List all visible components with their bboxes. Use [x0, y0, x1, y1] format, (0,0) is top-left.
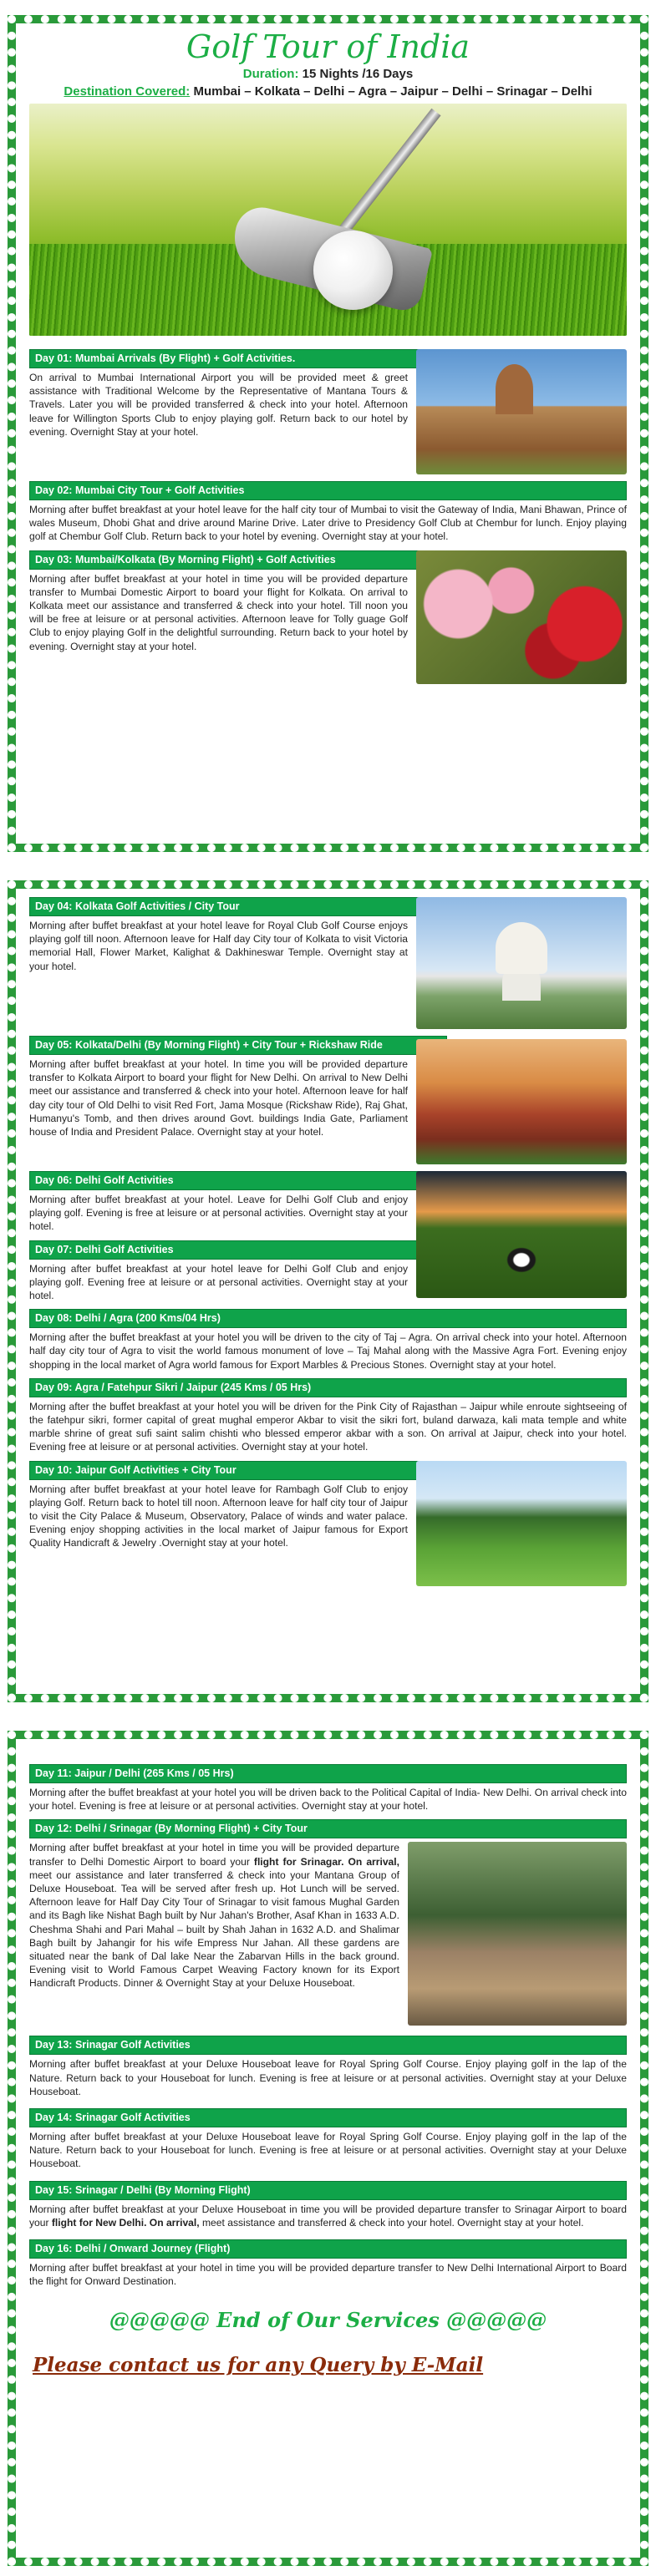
- kashmir-garden-photo: [408, 1842, 627, 2026]
- duration-label: Duration:: [242, 67, 299, 81]
- day-heading: Day 06: Delhi Golf Activities: [29, 1171, 447, 1190]
- day-heading: Day 15: Srinagar / Delhi (By Morning Flight): [29, 2181, 627, 2200]
- day-text: Morning after the buffet breakfast at your hotel you will be driven back to the Political Capital of India- New Delhi. On arrival check into your hotel. Evening is free at leisure or at personal activities. Overnight stay at your hotel.: [29, 1787, 627, 1813]
- day-text: Morning after buffet breakfast at your hotel leave for the half city tour of Mumbai to visit the Gateway of India, Mani Bhawan, Prince of wales Museum, Dhobi Ghat and drive around Marine Drive. Later drive to Presidency Golf Club at Chembur for lunch. Enjoy playing golf at Chembur Golf Club. Return back to your hotel by evening. Overnight stay at your hotel.: [29, 504, 627, 543]
- day-heading: Day 11: Jaipur / Delhi (265 Kms / 05 Hrs): [29, 1764, 627, 1783]
- day-text: On arrival to Mumbai International Airport you will be provided meet & greet assistance with Traditional Welcome by the Representative of Mantana Tours & Travels. Later you will be provided transferred & check into your hotel. Afternoon leave for Willington Sports Club to enjoy playing golf. Return back to our hotel by evening. Overnight Stay at your hotel.: [29, 372, 408, 438]
- day-text: Morning after the buffet breakfast at your hotel you will be driven for the Pink City of Rajasthan – Jaipur while enroute sightseeing of the fatehpur sikri, former capital of great mughal emperor Akbar to visit the sikri fort, buland darwaza, kali mata temple and white marble shrine of great sufi saint salim chishti who blessed emperor akbar with a son. On arrival at Jaipur, check into your hotel. Evening free at leisure or at personal activities. Overnight stay at your hotel.: [29, 1400, 627, 1453]
- destination-label: Destination Covered:: [64, 84, 191, 99]
- day-text: Morning after buffet breakfast at your hotel in time you will be provided departure transfer to New Delhi International Airport to Board the flight for Onward Destination.: [29, 2262, 627, 2288]
- day-heading: Day 08: Delhi / Agra (200 Kms/04 Hrs): [29, 1309, 627, 1328]
- fort-photo: [416, 1039, 627, 1164]
- contact-email-link[interactable]: Please contact us for any Query by E-Mail: [33, 2354, 484, 2377]
- day-heading: Day 09: Agra / Fatehpur Sikri / Jaipur (245 Kms / 05 Hrs): [29, 1378, 627, 1397]
- day-section: [29, 2239, 627, 2288]
- day-section: [29, 481, 627, 544]
- day-section: [29, 1036, 627, 1164]
- day-section: [29, 550, 627, 684]
- day-text: Morning after the buffet breakfast at your hotel you will be driven to the city of Taj – Agra. On arrival check into your hotel. Afternoon half day city tour of Agra to visit the world famous monument of love – Taj Mahal along with the Massive Agra Fort. Evening enjoy shopping in the local market of Agra world famous for Export Marbles & Precious Stones. Overnight stay at your hotel.: [29, 1331, 627, 1371]
- golf-hero-image: [29, 104, 627, 336]
- day-text: Morning after buffet breakfast at your Deluxe Houseboat leave for Royal Spring Golf Course. Enjoy playing golf in the lap of the Nature. Return back to your Houseboat for lunch. Evening is free at leisure or at personal activities. Overnight stay at your Deluxe Houseboat.: [29, 2131, 627, 2170]
- flowers-photo: [416, 550, 627, 684]
- golf-ball-icon: [313, 231, 393, 310]
- day-heading: Day 02: Mumbai City Tour + Golf Activities: [29, 481, 627, 500]
- day-heading: Day 07: Delhi Golf Activities: [29, 1240, 447, 1260]
- mumbai-photo: [416, 349, 627, 474]
- page-1: [8, 15, 648, 852]
- day-text: Morning after buffet breakfast at your hotel leave for Delhi Golf Club and enjoy playing golf. Evening free at leisure or at personal activities. Overnight stay at your hotel.: [29, 1262, 408, 1302]
- day-section: [29, 897, 627, 1029]
- day-heading: Day 10: Jaipur Golf Activities + City Tour: [29, 1461, 447, 1480]
- day-text: Morning after buffet breakfast at your hotel leave for Rambagh Golf Club to enjoy playing Golf. Return back to hotel till noon. Afternoon leave for half city tour of Jaipur to visit the City Palace & Museum, Observatory, Palace of winds and water palace. Evening enjoy shopping activities in the local market of Jaipur famous for Export Quality Handicraft & Jewelry .Overnight stay at your hotel.: [29, 1483, 408, 1549]
- golf-hole-photo: [416, 1171, 627, 1298]
- destination-line: [29, 84, 627, 99]
- day-section: [29, 349, 627, 474]
- end-of-services: @@@@@ End of Our Services @@@@@: [109, 2308, 547, 2333]
- day-text: Morning after buffet breakfast at your hotel in time you will be provided departure transfer to Delhi Domestic Airport to board your flight for Srinagar. On arrival, meet our assistance and later transferred & check into your Mantana Group of Deluxe Houseboat. Tea will be served after fresh up. Hot Lunch will be served. Afternoon leave for Half Day City Tour of Srinagar to visit famous Mughal Garden and its Bagh like Nishat Bagh built by Nur Jahan's Brother, Asaf Khan in 1633 A.D. Cheshma Shahi and Pari Mahal – built by Shah Jahan in 1632 A.D. and Shalimar Bagh built by Jahangir for his wife Empress Nur Jahan. All these gardens are situated near the bank of Dal lake Near the Zabarvan Hills in the back ground. Evening visit to World Famous Carpet Weaving Factory known for its Export Handicraft Products. Dinner & Overnight Stay at your Deluxe Houseboat.: [29, 1842, 400, 1990]
- day-text: Morning after buffet breakfast at your hotel. In time you will be provided departure transfer to Kolkata Airport to board your flight for New Delhi. On arrival to New Delhi meet our assistance and transferred & check into your hotel. Afternoon leave for half day city tour of Old Delhi to visit Red Fort, Jama Mosque (Rickshaw Ride), Raj Ghat, Humanyu's Tomb, and then drives around Govt. buildings India Gate, Parliament house of India and President Palace. Overnight stay at your hotel.: [29, 1058, 408, 1138]
- day-heading: Day 12: Delhi / Srinagar (By Morning Flight) + City Tour: [29, 1819, 627, 1838]
- day-heading: Day 03: Mumbai/Kolkata (By Morning Flight) + Golf Activities: [29, 550, 422, 570]
- jaipur-golf-photo: [416, 1461, 627, 1586]
- day-text: Morning after buffet breakfast at your hotel. Leave for Delhi Golf Club and enjoy playing golf. Evening is free at leisure or at personal activities. Overnight stay at your hotel.: [29, 1194, 408, 1233]
- day-text: Morning after buffet breakfast at your Deluxe Houseboat leave for Royal Spring Golf Course. Enjoy playing golf in the lap of the Nature. Return back to your Houseboat for lunch. Evening is free at leisure or at personal activities. Overnight stay at your Deluxe Houseboat.: [29, 2058, 627, 2097]
- day-heading: Day 16: Delhi / Onward Journey (Flight): [29, 2239, 627, 2259]
- page-2: [8, 880, 648, 1702]
- day-section: [29, 1309, 627, 1372]
- page-3: [8, 1731, 648, 2566]
- page-title: Golf Tour of India: [186, 28, 470, 65]
- day-text: Morning after buffet breakfast at your Deluxe Houseboat in time you will be provided departure transfer to Srinagar Airport to board your flight for New Delhi. On arrival, meet assistance and transferred & check into your hotel. Overnight stay at your hotel.: [29, 2203, 627, 2229]
- day-heading: Day 04: Kolkata Golf Activities / City Tour: [29, 897, 447, 916]
- day-text: Morning after buffet breakfast at your hotel leave for Royal Club Golf Course enjoys playing golf till noon. Afternoon leave for Half day City tour of Kolkata to visit Victoria memorial Hall, Flower Market, Kalighat & Dakhineswar Temple. Overnight stay at your hotel.: [29, 920, 408, 972]
- day-heading: Day 01: Mumbai Arrivals (By Flight) + Golf Activities.: [29, 349, 447, 368]
- day-text: Morning after buffet breakfast at your hotel in time you will be provided departure transfer to Mumbai Domestic Airport to board your flight for Kolkata. On arrival to Kolkata meet our assistance and transferred & check into your hotel. Till noon you will be free at leisure or at personal activities. Afternoon leave for Tolly guage Golf Club to enjoy playing Golf in the delightful surrounding. Return back to your hotel by evening. Overnight stay at your hotel.: [29, 572, 408, 652]
- day-section: [29, 2181, 627, 2229]
- day-section: [29, 1171, 627, 1302]
- day-section: [29, 2108, 627, 2171]
- day-heading: Day 13: Srinagar Golf Activities: [29, 2036, 627, 2055]
- destination-value: Mumbai – Kolkata – Delhi – Agra – Jaipur – Delhi – Srinagar – Delhi: [193, 84, 592, 99]
- day-section: [29, 1819, 627, 2026]
- day-section: [29, 2036, 627, 2098]
- day-section: [29, 1764, 627, 1813]
- duration-value: 15 Nights /16 Days: [302, 67, 414, 81]
- duration-line: [29, 67, 627, 81]
- taj-mahal-photo: [416, 897, 627, 1029]
- day-heading: Day 14: Srinagar Golf Activities: [29, 2108, 627, 2127]
- day-heading: Day 05: Kolkata/Delhi (By Morning Flight) + City Tour + Rickshaw Ride: [29, 1036, 447, 1055]
